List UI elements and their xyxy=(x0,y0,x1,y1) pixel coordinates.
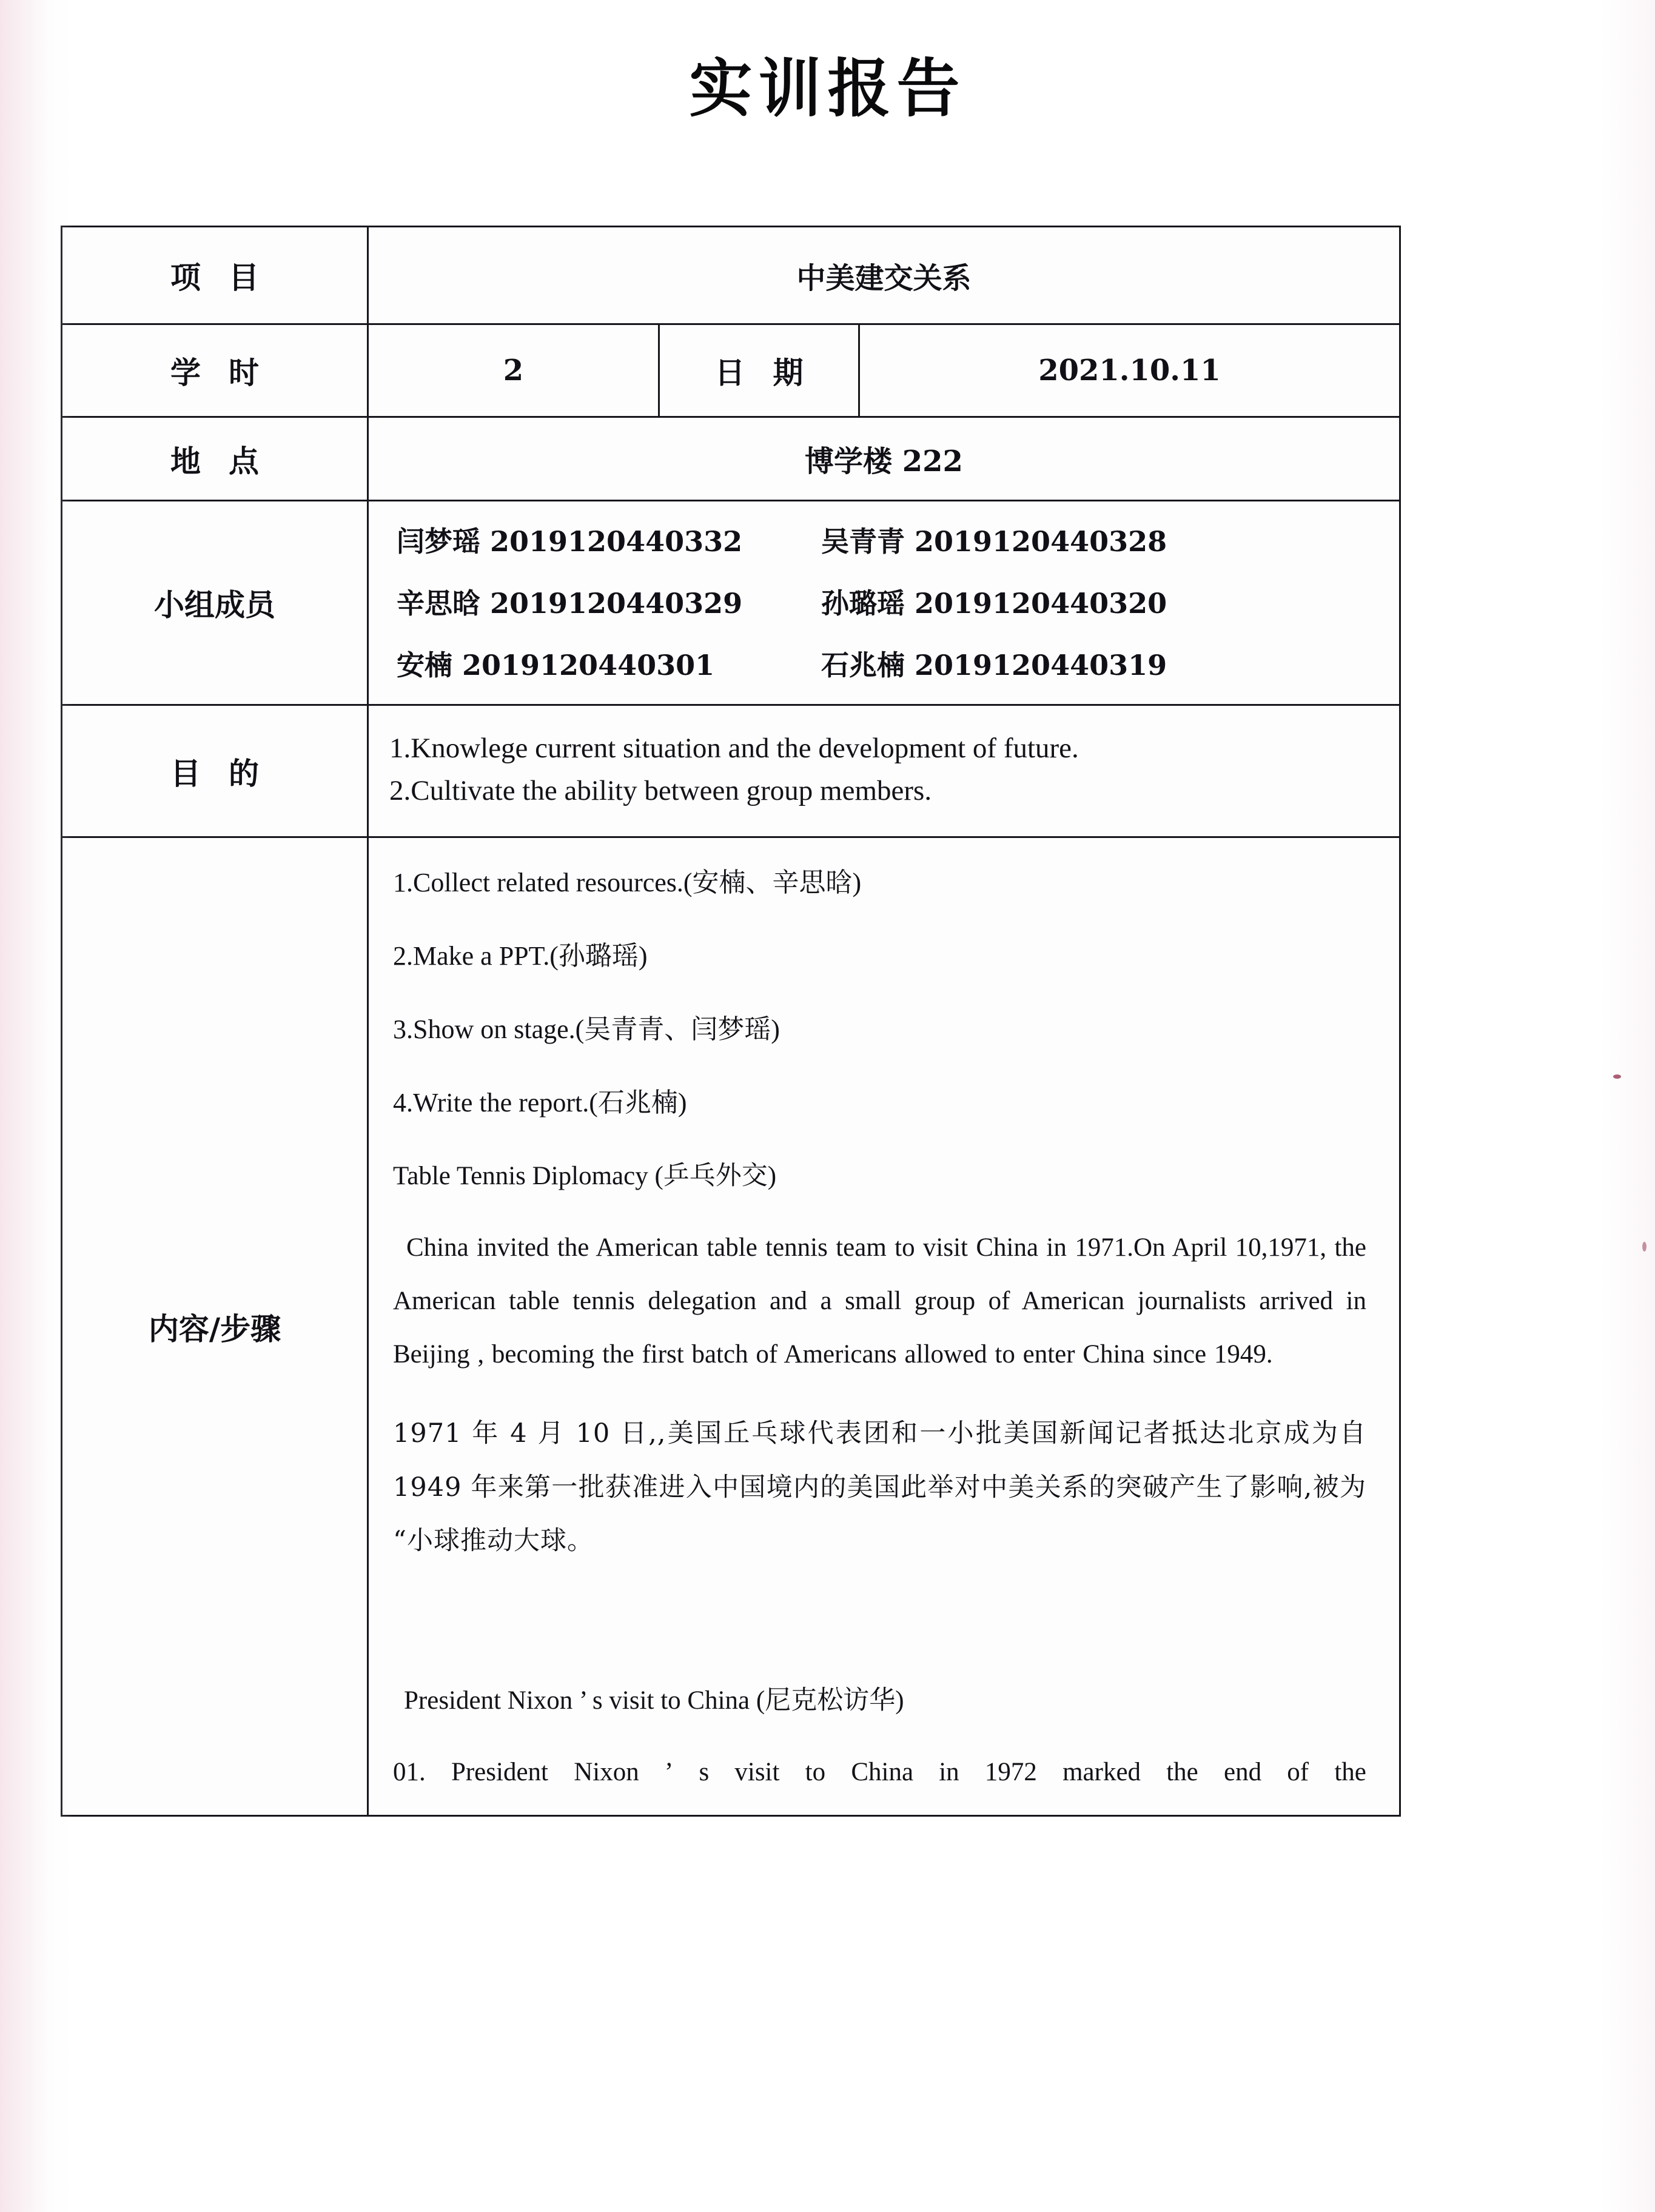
row-label-date-char-2: 期 xyxy=(773,355,804,390)
last-line-word: marked xyxy=(1062,1757,1141,1786)
table-row-purpose xyxy=(62,705,1400,837)
row-label-hours-char-2: 时 xyxy=(229,355,259,390)
row-label-project-char-1: 项 xyxy=(170,260,201,295)
report-table xyxy=(61,226,1401,1817)
row-label-location-char-1: 地 xyxy=(170,443,201,479)
last-line-word: in xyxy=(939,1757,959,1786)
step-item: 3.Show on stage.(吴青青、闫梦瑶) xyxy=(393,1014,780,1045)
row-label-date xyxy=(659,324,859,417)
paragraph-last-line xyxy=(393,1754,1366,1791)
last-line-word: of xyxy=(1287,1757,1309,1786)
row-label-purpose xyxy=(62,705,368,837)
member-name: 孙璐瑶 2019120440320 xyxy=(821,587,1167,620)
scan-edge-tint-right xyxy=(1600,0,1655,2212)
member-name: 吴青青 2019120440328 xyxy=(821,525,1167,558)
content-cell xyxy=(368,837,1400,1816)
last-line-word: 01. xyxy=(393,1757,426,1786)
page-title: 实训报告 xyxy=(689,51,966,126)
hours-value: 2 xyxy=(368,324,659,417)
section-heading-nixon-visit: President Nixon ’ s visit to China (尼克松访华) xyxy=(404,1686,904,1715)
section-heading-table-tennis: Table Tennis Diplomacy (乒乓外交) xyxy=(393,1162,777,1191)
member-name: 安楠 2019120440301 xyxy=(397,649,715,682)
row-label-purpose-char-2: 的 xyxy=(229,755,259,791)
last-line-word: s xyxy=(699,1757,710,1786)
row-label-members: 小组成员 xyxy=(62,501,368,705)
table-row-members xyxy=(62,501,1400,705)
row-label-date-char-1: 日 xyxy=(714,355,745,390)
content-spacer xyxy=(393,1593,1366,1684)
last-line-word: to xyxy=(805,1757,826,1786)
members-cell xyxy=(368,501,1400,705)
table-row xyxy=(397,643,1399,683)
member-name: 石兆楠 2019120440319 xyxy=(821,649,1167,682)
step-item: 1.Collect related resources.(安楠、辛思晗) xyxy=(393,868,862,898)
last-line-word: ’ xyxy=(664,1757,674,1786)
scan-speck xyxy=(1642,1242,1647,1252)
last-line-word: President xyxy=(451,1757,548,1786)
project-value: 中美建交关系 xyxy=(368,227,1400,324)
row-label-hours xyxy=(62,324,368,417)
row-label-hours-char-1: 学 xyxy=(170,355,201,390)
date-value: 2021.10.11 xyxy=(859,324,1400,417)
last-line-word: the xyxy=(1334,1757,1366,1786)
member-name: 闫梦瑶 2019120440332 xyxy=(397,525,743,558)
row-label-project xyxy=(62,227,368,324)
location-value: 博学楼 222 xyxy=(368,417,1400,501)
row-label-content: 内容/步骤 xyxy=(62,837,368,1816)
table-row xyxy=(397,520,1399,560)
table-row-location xyxy=(62,417,1400,501)
last-line-word: China xyxy=(851,1757,914,1786)
table-row-hours-date xyxy=(62,324,1400,417)
table-row xyxy=(397,581,1399,622)
scan-speck xyxy=(1613,1074,1621,1079)
row-label-purpose-char-1: 目 xyxy=(170,755,201,791)
step-item: 2.Make a PPT.(孙璐瑶) xyxy=(393,941,648,971)
purpose-line: 1.Knowlege current situation and the development of future. xyxy=(389,732,1079,764)
table-row-content xyxy=(62,837,1400,1816)
paragraph-english: China invited the American table tennis team to visit China in 1971.On April 10,1971, the American table tennis delegation and a small group of American journalists arrived in Beijing , becoming the first batch of Americans allowed to enter China since 1949. xyxy=(393,1233,1367,1369)
table-row-project xyxy=(62,227,1400,324)
last-line-word: Nixon xyxy=(574,1757,639,1786)
row-label-location xyxy=(62,417,368,501)
row-label-location-char-2: 点 xyxy=(229,443,259,479)
member-name: 辛思晗 2019120440329 xyxy=(397,587,743,620)
last-line-word: visit xyxy=(734,1757,780,1786)
paragraph-chinese: 1971 年 4 月 10 日,,美国丘乓球代表团和一小批美国新闻记者抵达北京成为自 1949 年来第一批获准进入中国境内的美国此举对中美关系的突破产生了影响,被为“小球推动大球。 xyxy=(393,1418,1367,1556)
last-line-word: the xyxy=(1166,1757,1198,1786)
row-label-project-char-2: 目 xyxy=(229,260,259,295)
last-line-word: end xyxy=(1223,1757,1262,1786)
last-line-word: 1972 xyxy=(984,1757,1037,1786)
step-item: 4.Write the report.(石兆楠) xyxy=(393,1088,687,1118)
purpose-line: 2.Cultivate the ability between group members. xyxy=(389,774,932,806)
purpose-cell xyxy=(368,705,1400,837)
